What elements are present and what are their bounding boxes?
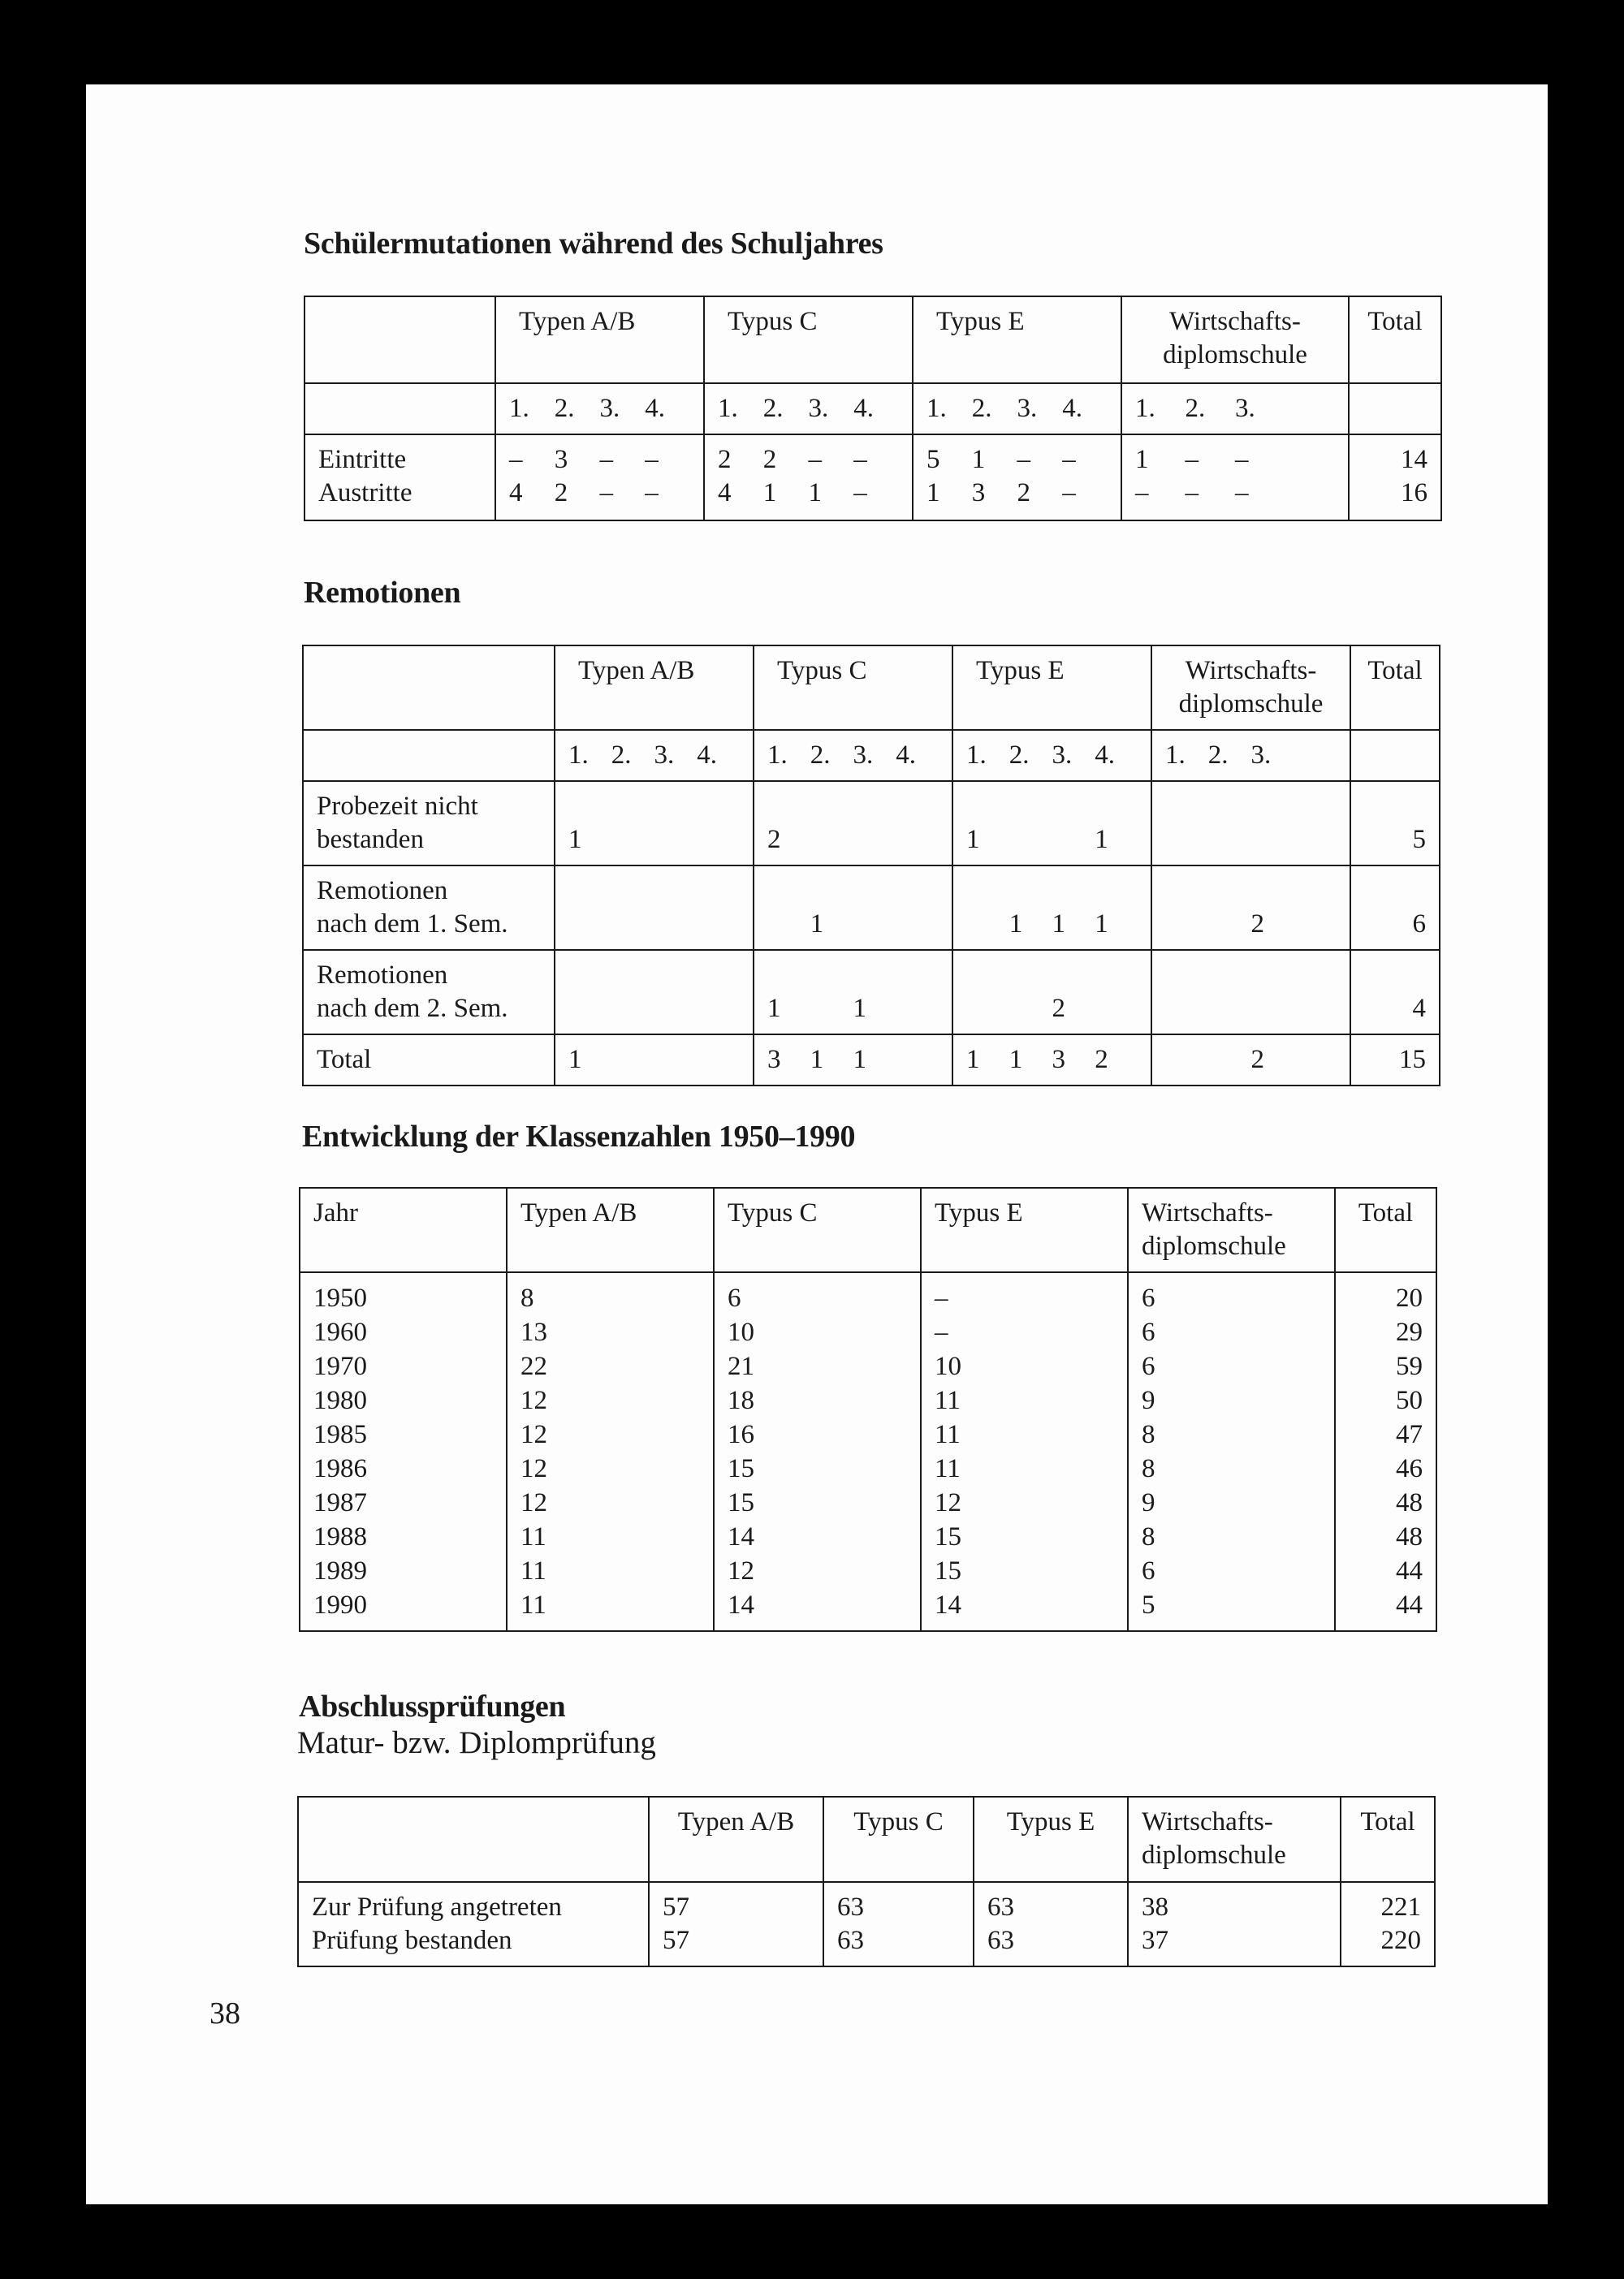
cell-value <box>767 908 810 941</box>
cell-value <box>853 823 896 857</box>
mutations-header-total: Total <box>1349 296 1441 383</box>
cell-value <box>611 823 654 857</box>
mutations-year-empty <box>304 383 495 434</box>
pruefungen-header-ab: Typen A/B <box>649 1797 823 1882</box>
klassen-table <box>299 1187 1437 1632</box>
section-subtitle-pruefungen: Matur- bzw. Diplomprüfung <box>297 1725 656 1760</box>
mutations-row-labels: Eintritte Austritte <box>304 434 495 520</box>
year-label: 2. <box>810 740 831 770</box>
klassen-col-total: 20 29 59 50 47 46 48 48 44 44 <box>1335 1272 1436 1631</box>
remotionen-row-label: Remotionen nach dem 2. Sem. <box>303 950 555 1034</box>
mutations-header-c: Typus C <box>704 296 913 383</box>
section-title-remotionen: Remotionen <box>304 576 461 610</box>
cell-value: 1 <box>1095 909 1108 939</box>
mutations-header-empty <box>304 296 495 383</box>
remotionen-row-total: 6 <box>1350 865 1440 950</box>
year-label: 3. <box>808 394 829 423</box>
cell-value: 2 4 <box>718 445 732 507</box>
cell-value: 1 <box>810 909 824 939</box>
year-label: 2. <box>611 740 632 770</box>
remotionen-year-empty <box>303 730 555 781</box>
cell-value <box>966 992 1009 1025</box>
year-label: 4. <box>1062 394 1082 423</box>
cell-value: – – <box>1062 445 1076 507</box>
cell-value <box>654 823 698 857</box>
klassen-header-c: Typus C <box>714 1188 921 1272</box>
cell-value <box>611 1043 654 1077</box>
cell-value: 1 <box>568 1045 582 1074</box>
year-label: 3. <box>1017 394 1038 423</box>
cell-value: 3 <box>767 1045 781 1074</box>
cell-value: 1 <box>1095 825 1108 854</box>
cell-value: 1 <box>966 1045 980 1074</box>
section-title-klassen: Entwicklung der Klassenzahlen 1950–1990 <box>302 1120 856 1154</box>
cell-value: 1 <box>853 994 866 1023</box>
page-number: 38 <box>209 1996 240 2031</box>
year-label: 4. <box>896 740 916 770</box>
cell-value <box>1009 823 1052 857</box>
mutations-total: 14 16 <box>1349 434 1441 520</box>
cell-value <box>966 908 1009 941</box>
remotionen-header-c: Typus C <box>754 645 952 730</box>
year-label: 3. <box>1052 740 1073 770</box>
remotionen-header-ab: Typen A/B <box>555 645 754 730</box>
cell-value: 1 <box>1009 909 1023 939</box>
pruefungen-header-w: Wirtschafts- diplomschule <box>1128 1797 1341 1882</box>
year-label: 1. <box>926 394 947 423</box>
pruefungen-col-ab: 57 57 <box>649 1882 823 1966</box>
pruefungen-header-empty <box>298 1797 649 1882</box>
year-label: 2. <box>1009 740 1030 770</box>
cell-value: 1 <box>767 994 781 1023</box>
cell-value: 1 – <box>1135 445 1149 507</box>
remotionen-table <box>302 645 1440 1086</box>
remotionen-row-total: 4 <box>1350 950 1440 1034</box>
cell-value: 5 1 <box>926 445 940 507</box>
year-label: 1. <box>568 740 589 770</box>
year-label: 2. <box>1185 394 1206 423</box>
cell-value: – 4 <box>509 445 523 507</box>
klassen-col-w: 6 6 6 9 8 8 9 8 6 5 <box>1128 1272 1335 1631</box>
remotionen-row-total: 5 <box>1350 781 1440 865</box>
pruefungen-col-w: 38 37 <box>1128 1882 1341 1966</box>
cell-value: 3 2 <box>554 445 568 507</box>
year-label: 3. <box>599 394 620 423</box>
year-label: 4. <box>1095 740 1115 770</box>
cell-value: – – <box>645 445 659 507</box>
cell-value <box>654 1043 698 1077</box>
mutations-header-w: Wirtschafts- diplomschule <box>1121 296 1349 383</box>
remotionen-row-label: Probezeit nicht bestanden <box>303 781 555 865</box>
mutations-table <box>304 296 1442 521</box>
remotionen-row-label: Total <box>303 1034 555 1086</box>
klassen-header-jahr: Jahr <box>300 1188 507 1272</box>
pruefungen-row-labels: Zur Prüfung angetreten Prüfung bestanden <box>298 1882 649 1966</box>
year-label: 2. <box>762 394 784 423</box>
klassen-header-e: Typus E <box>921 1188 1128 1272</box>
klassen-col-ab: 8 13 22 12 12 12 12 11 11 11 <box>507 1272 714 1631</box>
year-label: 2. <box>971 394 992 423</box>
cell-value <box>697 1043 740 1077</box>
cell-value <box>896 908 939 941</box>
pruefungen-header-total: Total <box>1341 1797 1435 1882</box>
cell-value <box>1052 823 1095 857</box>
year-label: 3. <box>1250 740 1272 770</box>
cell-value <box>1208 1043 1251 1077</box>
cell-value <box>1165 908 1208 941</box>
year-label: 3. <box>853 740 874 770</box>
remotionen-row-label: Remotionen nach dem 1. Sem. <box>303 865 555 950</box>
remotionen-header-empty <box>303 645 555 730</box>
cell-value: – – <box>853 445 867 507</box>
klassen-col-jahr: 1950 1960 1970 1980 1985 1986 1987 1988 1989 1990 <box>300 1272 507 1631</box>
section-title-mutations: Schülermutationen während des Schuljahres <box>304 227 883 261</box>
year-label: 1. <box>767 740 788 770</box>
mutations-header-e: Typus E <box>913 296 1121 383</box>
cell-value: – 2 <box>1017 445 1030 507</box>
klassen-header-w: Wirtschafts- diplomschule <box>1128 1188 1335 1272</box>
year-label: 1. <box>966 740 987 770</box>
cell-value: 1 <box>1009 1045 1023 1074</box>
cell-value <box>1095 992 1138 1025</box>
year-label: 4. <box>697 740 717 770</box>
cell-value: 1 <box>568 825 582 854</box>
cell-value <box>853 908 896 941</box>
year-label: 2. <box>1207 740 1229 770</box>
pruefungen-col-c: 63 63 <box>823 1882 974 1966</box>
section-title-pruefungen: Abschlussprüfungen <box>299 1690 566 1724</box>
cell-value <box>896 823 939 857</box>
cell-value: 2 <box>1250 1045 1264 1074</box>
year-label: 1. <box>509 394 529 423</box>
pruefungen-header-e: Typus E <box>974 1797 1128 1882</box>
pruefungen-header-c: Typus C <box>823 1797 974 1882</box>
klassen-header-ab: Typen A/B <box>507 1188 714 1272</box>
cell-value <box>896 992 939 1025</box>
year-label: 2. <box>554 394 575 423</box>
pruefungen-col-total: 221 220 <box>1341 1882 1435 1966</box>
cell-value: 1 <box>810 1045 824 1074</box>
cell-value: – – <box>1185 445 1199 507</box>
cell-value: 2 1 <box>762 445 777 507</box>
cell-value <box>1208 908 1251 941</box>
cell-value <box>810 823 853 857</box>
cell-value <box>810 992 853 1025</box>
klassen-col-c: 6 10 21 18 16 15 15 14 12 14 <box>714 1272 921 1631</box>
cell-value: – – <box>1235 445 1249 507</box>
year-label: 1. <box>718 394 738 423</box>
year-label: 4. <box>853 394 874 423</box>
remotionen-header-e: Typus E <box>952 645 1151 730</box>
cell-value: – 1 <box>808 445 822 507</box>
cell-value: 2 <box>1095 1045 1108 1074</box>
klassen-col-e: – – 10 11 11 11 12 15 15 14 <box>921 1272 1128 1631</box>
cell-value: 1 <box>853 1045 866 1074</box>
cell-value <box>896 1043 939 1077</box>
pruefungen-table <box>297 1796 1436 1967</box>
remotionen-header-total: Total <box>1350 645 1440 730</box>
year-label: 3. <box>1235 394 1255 423</box>
pruefungen-col-e: 63 63 <box>974 1882 1128 1966</box>
mutations-year-total-empty <box>1349 383 1441 434</box>
year-label: 4. <box>645 394 665 423</box>
year-label: 3. <box>654 740 675 770</box>
cell-value: 3 <box>1052 1045 1065 1074</box>
cell-value: – – <box>599 445 613 507</box>
year-label: 1. <box>1135 394 1155 423</box>
year-label: 1. <box>1165 740 1186 770</box>
cell-value: 2 <box>1052 994 1065 1023</box>
cell-value: 1 <box>966 825 980 854</box>
klassen-header-total: Total <box>1335 1188 1436 1272</box>
cell-value <box>1009 992 1052 1025</box>
cell-value <box>697 823 740 857</box>
cell-value <box>1165 1043 1208 1077</box>
cell-value: 1 <box>1052 909 1065 939</box>
remotionen-header-w: Wirtschafts- diplomschule <box>1151 645 1350 730</box>
remotionen-year-total-empty <box>1350 730 1440 781</box>
mutations-header-ab: Typen A/B <box>495 296 704 383</box>
cell-value: 1 3 <box>971 445 986 507</box>
cell-value: 2 <box>1250 909 1264 939</box>
remotionen-row-total: 15 <box>1350 1034 1440 1086</box>
cell-value: 2 <box>767 825 781 854</box>
